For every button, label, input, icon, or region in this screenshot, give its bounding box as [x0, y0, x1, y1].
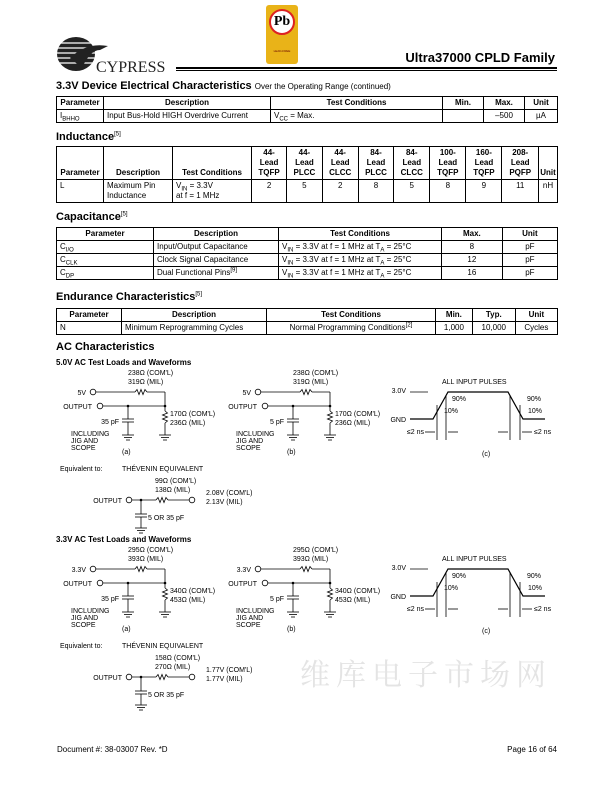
label: 10%: [528, 408, 543, 415]
terminal-icon: [262, 403, 268, 409]
label: 5 pF: [269, 419, 284, 426]
label: JIG AND: [236, 615, 264, 622]
label: GND: [390, 594, 406, 601]
cond-line2: at f = 1 MHz: [176, 191, 220, 200]
watermark: 维库电子市场网: [300, 658, 552, 693]
max: 12: [442, 254, 503, 267]
col-header: 84-Lead PLCC: [358, 147, 394, 180]
label: OUTPUT: [63, 404, 92, 411]
desc: Minimum Reprogramming Cycles: [122, 322, 267, 335]
label: THÉVENIN EQUIVALENT: [122, 466, 204, 473]
footnote-ref: [9]: [230, 267, 238, 274]
label: 1.77V (MIL): [206, 676, 243, 683]
label: 3.3V: [236, 567, 251, 574]
value: 8: [430, 180, 466, 203]
label: OUTPUT: [93, 675, 122, 682]
label: SCOPE: [236, 445, 261, 452]
label: 295Ω (COM'L): [293, 547, 339, 554]
value: 2: [322, 180, 358, 203]
label: SCOPE: [71, 622, 96, 629]
terminal-icon: [126, 497, 132, 503]
label: OUTPUT: [228, 404, 257, 411]
resistor-icon: [156, 675, 168, 680]
label: (b): [287, 626, 296, 633]
cond-sub: IN: [181, 186, 188, 193]
desc: Input Bus-Hold HIGH Overdrive Current: [104, 110, 271, 123]
label: 236Ω (MIL): [170, 420, 206, 427]
label: 170Ω (COM'L): [170, 411, 216, 418]
pulse-waveform: [410, 569, 545, 596]
heading: 3.3V Device Electrical Characteristics: [56, 80, 252, 92]
label: 99Ω (COM'L): [155, 478, 197, 485]
label: 35 pF: [101, 419, 119, 426]
label: 1.77V (COM'L): [206, 667, 253, 674]
label: JIG AND: [71, 438, 99, 445]
terminal-icon: [97, 580, 103, 586]
document-title: Ultra37000 CPLD Family: [405, 50, 555, 65]
label: 3.0V: [391, 565, 406, 572]
unit: pF: [502, 254, 557, 267]
col-header: Unit: [515, 309, 557, 322]
label: 393Ω (MIL): [293, 556, 329, 563]
terminal-icon: [90, 566, 96, 572]
typ: 10,000: [472, 322, 515, 335]
unit: pF: [502, 241, 557, 254]
col-header: 100-Lead TQFP: [430, 147, 466, 180]
cond-sub: A: [380, 273, 385, 280]
svg-text:CYPRESS: CYPRESS: [96, 59, 166, 76]
label: (a): [122, 449, 131, 456]
resistor-icon: [300, 567, 312, 572]
label: 295Ω (COM'L): [128, 547, 174, 554]
heading: Inductance: [56, 131, 115, 143]
unit: µA: [525, 110, 558, 123]
document-number: Document #: 38-03007 Rev. *D: [57, 745, 168, 754]
label: 3.3V: [71, 567, 86, 574]
label: 270Ω (MIL): [155, 664, 191, 671]
max: 16: [442, 267, 503, 280]
cond-sub: IN: [287, 260, 294, 267]
unit: Cycles: [515, 322, 557, 335]
label: 3.0V: [391, 388, 406, 395]
col-header: Max.: [484, 97, 525, 110]
label: 10%: [444, 585, 459, 592]
cond: V: [282, 268, 288, 277]
param: N: [57, 322, 122, 335]
label: ≤2 ns: [534, 429, 552, 436]
label: INCLUDING: [71, 608, 110, 615]
col-header: Max.: [442, 228, 503, 241]
pb-symbol: Pb: [269, 9, 295, 35]
terminal-icon: [97, 403, 103, 409]
col-header: Unit: [539, 147, 558, 180]
cond-end: = 25°C: [384, 268, 412, 277]
param-sub: I/O: [65, 247, 74, 254]
col-header: Test Conditions: [267, 309, 436, 322]
col-header: 44-Lead PLCC: [287, 147, 323, 180]
badge-caption: LEAD-FREE: [273, 49, 291, 53]
terminal-icon: [126, 674, 132, 680]
param: L: [57, 180, 104, 203]
param: C: [60, 242, 66, 251]
label: 340Ω (COM'L): [170, 588, 216, 595]
cond-rest: = Max.: [288, 111, 315, 120]
col-header: 208-Lead PQFP: [502, 147, 539, 180]
col-header: Description: [104, 147, 173, 180]
cond-rest: = 3.3V: [187, 181, 213, 190]
cond-mid: = 3.3V at f = 1 MHz at T: [293, 242, 381, 251]
cond-end: = 25°C: [384, 255, 412, 264]
desc: Dual Functional Pins: [157, 268, 231, 277]
section-title-ac: AC Characteristics: [56, 341, 155, 353]
col-header: 44-Lead CLCC: [322, 147, 358, 180]
desc: Maximum Pin Inductance: [104, 180, 173, 203]
resistor-icon: [135, 390, 147, 395]
col-header: Min.: [443, 97, 484, 110]
cond-sub: A: [380, 247, 385, 254]
label: JIG AND: [71, 615, 99, 622]
value: 5: [287, 180, 323, 203]
label: 340Ω (COM'L): [335, 588, 381, 595]
label: INCLUDING: [71, 431, 110, 438]
col-header: Description: [104, 97, 271, 110]
label: THÉVENIN EQUIVALENT: [122, 643, 204, 650]
unit: nH: [539, 180, 558, 203]
label: OUTPUT: [63, 581, 92, 588]
cond: V: [274, 111, 280, 120]
label: SCOPE: [71, 445, 96, 452]
cond-sub: A: [380, 260, 385, 267]
label: 5 pF: [269, 596, 284, 603]
label: 453Ω (MIL): [335, 597, 371, 604]
param-sub: CLK: [65, 260, 78, 267]
col-header: 84-Lead CLCC: [394, 147, 430, 180]
col-header: Description: [122, 309, 267, 322]
resistor-icon: [328, 588, 333, 600]
value: 9: [466, 180, 502, 203]
label: OUTPUT: [93, 498, 122, 505]
param: I: [60, 111, 63, 120]
col-header: Parameter: [57, 309, 122, 322]
cond: V: [282, 242, 288, 251]
value: 2: [252, 180, 287, 203]
min: 1,000: [436, 322, 473, 335]
cond-sub: CC: [279, 116, 289, 123]
label: 35 pF: [101, 596, 119, 603]
ac-section-s5: [56, 358, 552, 533]
label: Equivalent to:: [60, 643, 103, 650]
heading: Capacitance: [56, 211, 121, 223]
pulse-waveform: [410, 392, 545, 419]
footnote-ref: [2]: [405, 322, 413, 329]
label: 5V: [77, 390, 86, 397]
subheading: Over the Operating Range (continued): [254, 82, 391, 91]
label: 90%: [452, 573, 467, 580]
col-header: Typ.: [472, 309, 515, 322]
param: C: [60, 268, 66, 277]
label: 5.0V AC Test Loads and Waveforms: [56, 358, 192, 367]
value: 8: [358, 180, 394, 203]
label: 238Ω (COM'L): [128, 370, 174, 377]
col-header: Description: [154, 228, 279, 241]
label: (b): [287, 449, 296, 456]
value: 11: [502, 180, 539, 203]
col-header: Test Conditions: [279, 228, 442, 241]
cond-mid: = 3.3V at f = 1 MHz at T: [293, 268, 381, 277]
resistor-icon: [135, 567, 147, 572]
terminal-icon: [262, 580, 268, 586]
terminal-icon: [90, 389, 96, 395]
col-header: 44-Lead TQFP: [252, 147, 287, 180]
resistor-icon: [156, 498, 168, 503]
label: ALL INPUT PULSES: [442, 379, 507, 386]
max: 8: [442, 241, 503, 254]
label: 90%: [527, 396, 542, 403]
label: 453Ω (MIL): [170, 597, 206, 604]
terminal-icon: [189, 674, 195, 680]
unit: pF: [502, 267, 557, 280]
label: 5 OR 35 pF: [148, 515, 185, 522]
label: 10%: [528, 585, 543, 592]
page-number: Page 16 of 64: [507, 745, 557, 754]
footnote-ref: [5]: [114, 131, 121, 138]
terminal-icon: [189, 497, 195, 503]
col-header: Parameter: [57, 97, 104, 110]
label: 158Ω (COM'L): [155, 655, 201, 662]
label: (c): [482, 628, 491, 635]
cond: Normal Programming Conditions: [289, 323, 406, 332]
desc: Input/Output Capacitance: [157, 242, 248, 251]
label: 90%: [452, 396, 467, 403]
label: 2.13V (MIL): [206, 499, 243, 506]
ac-section-s33: [56, 535, 552, 710]
col-header: Min.: [436, 309, 473, 322]
max: –500: [484, 110, 525, 123]
param: C: [60, 255, 66, 264]
cond: V: [176, 181, 182, 190]
col-header: Parameter: [57, 228, 154, 241]
footnote-ref: [5]: [195, 291, 203, 298]
col-header: Parameter: [57, 147, 104, 180]
cond-mid: = 3.3V at f = 1 MHz at T: [293, 255, 381, 264]
label: ≤2 ns: [406, 606, 424, 613]
col-header: Unit: [502, 228, 557, 241]
col-header: Test Conditions: [173, 147, 252, 180]
label: 393Ω (MIL): [128, 556, 164, 563]
label: 170Ω (COM'L): [335, 411, 381, 418]
label: (c): [482, 451, 491, 458]
label: INCLUDING: [236, 431, 275, 438]
resistor-icon: [163, 411, 168, 423]
label: 319Ω (MIL): [293, 379, 329, 386]
label: 2.08V (COM'L): [206, 490, 253, 497]
param-sub: DP: [65, 273, 75, 280]
terminal-icon: [255, 566, 261, 572]
param-sub: BHHO: [62, 116, 80, 123]
col-header: Test Conditions: [271, 97, 443, 110]
label: 138Ω (MIL): [155, 487, 191, 494]
label: 90%: [527, 573, 542, 580]
cond-sub: IN: [287, 273, 294, 280]
cond-sub: IN: [287, 247, 294, 254]
label: JIG AND: [236, 438, 264, 445]
resistor-icon: [300, 390, 312, 395]
terminal-icon: [255, 389, 261, 395]
label: 238Ω (COM'L): [293, 370, 339, 377]
label: 5V: [242, 390, 251, 397]
label: 3.3V AC Test Loads and Waveforms: [56, 535, 192, 544]
footnote-ref: [5]: [120, 211, 128, 218]
label: ALL INPUT PULSES: [442, 556, 507, 563]
label: 10%: [444, 408, 459, 415]
label: INCLUDING: [236, 608, 275, 615]
desc: Clock Signal Capacitance: [157, 255, 249, 264]
label: SCOPE: [236, 622, 261, 629]
label: 5 OR 35 pF: [148, 692, 185, 699]
label: GND: [390, 417, 406, 424]
col-header: 160-Lead TQFP: [466, 147, 502, 180]
resistor-icon: [163, 588, 168, 600]
label: Equivalent to:: [60, 466, 103, 473]
label: ≤2 ns: [406, 429, 424, 436]
label: 236Ω (MIL): [335, 420, 371, 427]
label: 319Ω (MIL): [128, 379, 164, 386]
cond: V: [282, 255, 288, 264]
heading: Endurance Characteristics: [56, 291, 196, 303]
label: ≤2 ns: [534, 606, 552, 613]
value: 5: [394, 180, 430, 203]
resistor-icon: [328, 411, 333, 423]
col-header: Unit: [525, 97, 558, 110]
cond-end: = 25°C: [384, 242, 412, 251]
label: (a): [122, 626, 131, 633]
label: OUTPUT: [228, 581, 257, 588]
